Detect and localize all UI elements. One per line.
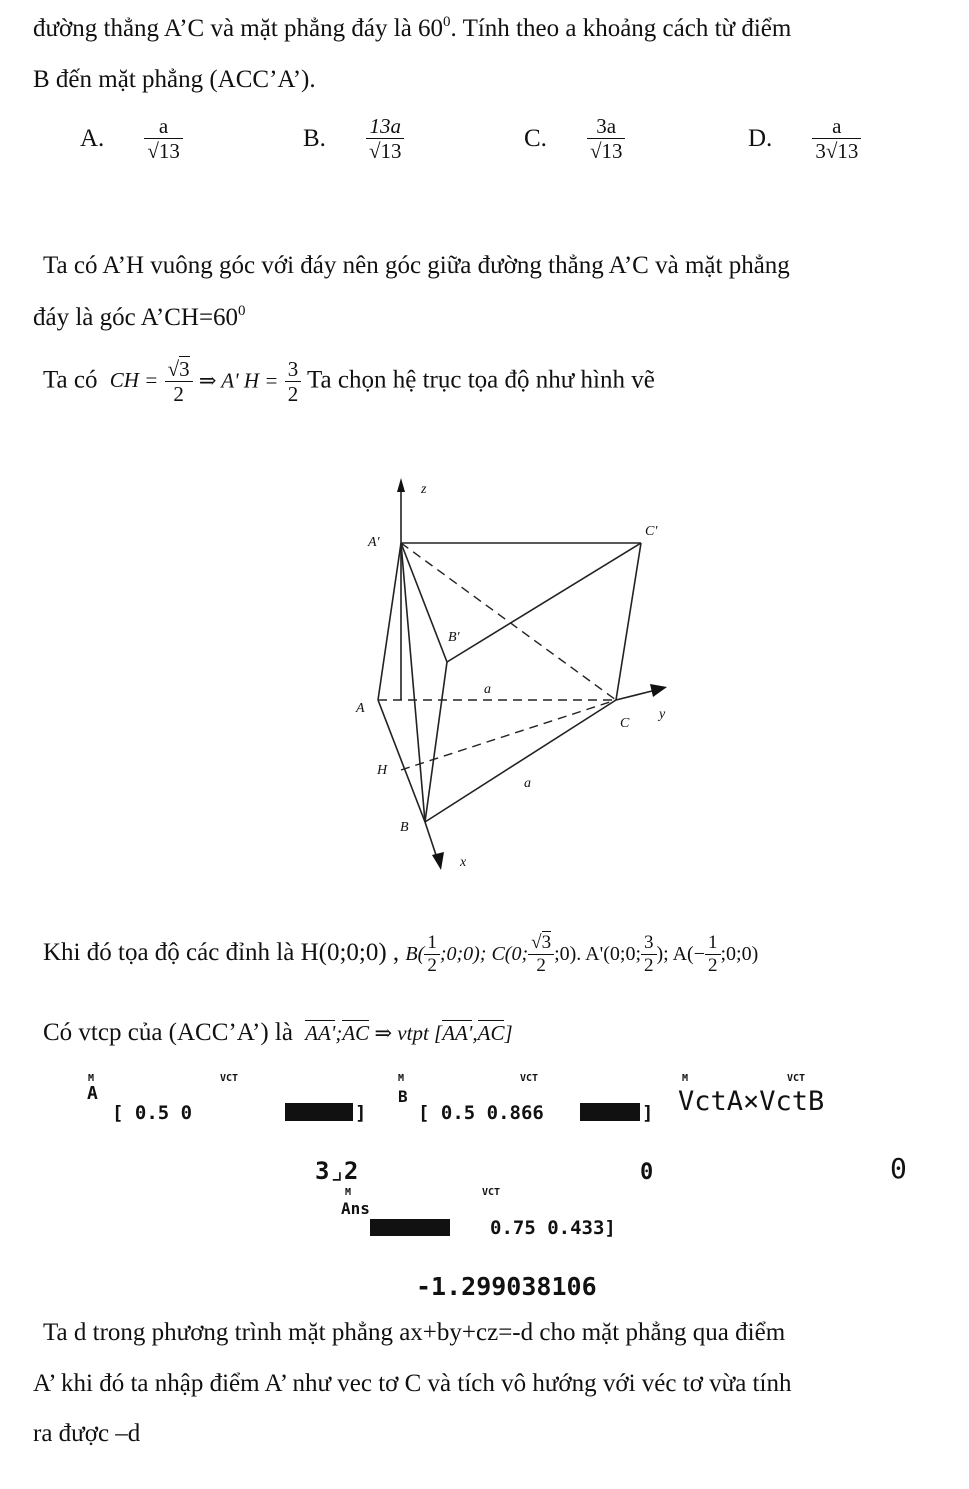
label-C-prime: C′ — [645, 524, 658, 539]
option-d: D. $\frac{a}{3√13}$ — [748, 114, 861, 163]
lcd-cursor-block — [580, 1103, 640, 1121]
label-a-bottom: a — [524, 776, 531, 791]
label-a-top: a — [484, 682, 491, 697]
coordinates-line: Khi đó tọa độ các đỉnh là H(0;0;0) , B( $\frac{1}{2}$ ;0;0); C(0; $\frac{√3}{2}$ ;0). A'(0;0; $\frac{3}{2}$ ); A(− $\frac{1}{2}$ ;0;0) — [43, 932, 759, 976]
lcd-cursor-block — [370, 1219, 450, 1236]
label-y: y — [659, 707, 666, 722]
option-a: A. $\frac{a}{√13}$ — [80, 114, 183, 163]
label-A-prime: A′ — [368, 535, 380, 550]
outro-line-1: Ta d trong phương trình mặt phẳng ax+by+cz=-d cho mặt phẳng qua điểm — [43, 1319, 786, 1346]
solution-line-2: đáy là góc $A’CH=60^0$ — [33, 303, 246, 331]
solution-line-3: Ta có CH = $\frac{√3}{2}$ ⇒ A' H = $\frac{3}{2}$ Ta chọn hệ trục tọa độ như hình vẽ — [43, 357, 655, 407]
vtcp-line: Có vtcp của (ACC’A’) là AA';AC ⇒ vtpt [AA',AC] — [43, 1019, 513, 1046]
label-x: x — [460, 855, 467, 870]
problem-line-2: B đến mặt phẳng (ACC’A’). — [33, 66, 316, 93]
label-C: C — [620, 716, 630, 731]
label-B-prime: B′ — [448, 630, 460, 645]
option-b: B. $\frac{13a}{√13}$ — [303, 114, 404, 163]
x-axis — [425, 822, 437, 858]
outro-line-3: ra được –d — [33, 1420, 141, 1447]
calc-result: -1.299038106 — [416, 1272, 597, 1301]
lcd-cursor-block — [285, 1103, 353, 1121]
prism-figure — [340, 470, 680, 880]
label-A: A — [356, 701, 365, 716]
label-B: B — [400, 820, 409, 835]
fraction-3-over-2: $\frac{3}{2}$ — [285, 357, 302, 406]
fraction-sqrt3-over-2: $\frac{√3}{2}$ — [165, 357, 193, 406]
outro-line-2: A’ khi đó ta nhập điểm A’ như vec tơ C và tích vô hướng với véc tơ vừa tính — [33, 1370, 792, 1397]
label-H: H — [377, 763, 388, 778]
option-c: C. $\frac{3a}{√13}$ — [524, 114, 625, 163]
problem-line-1: đường thẳng A’C và mặt phẳng đáy là $60^0$. Tính theo a khoảng cách từ điểm — [33, 14, 792, 42]
label-z: z — [421, 482, 427, 497]
y-axis — [616, 691, 652, 700]
solution-line-1: Ta có A’H vuông góc với đáy nên góc giữa đường thẳng A’C và mặt phẳng — [43, 252, 790, 279]
